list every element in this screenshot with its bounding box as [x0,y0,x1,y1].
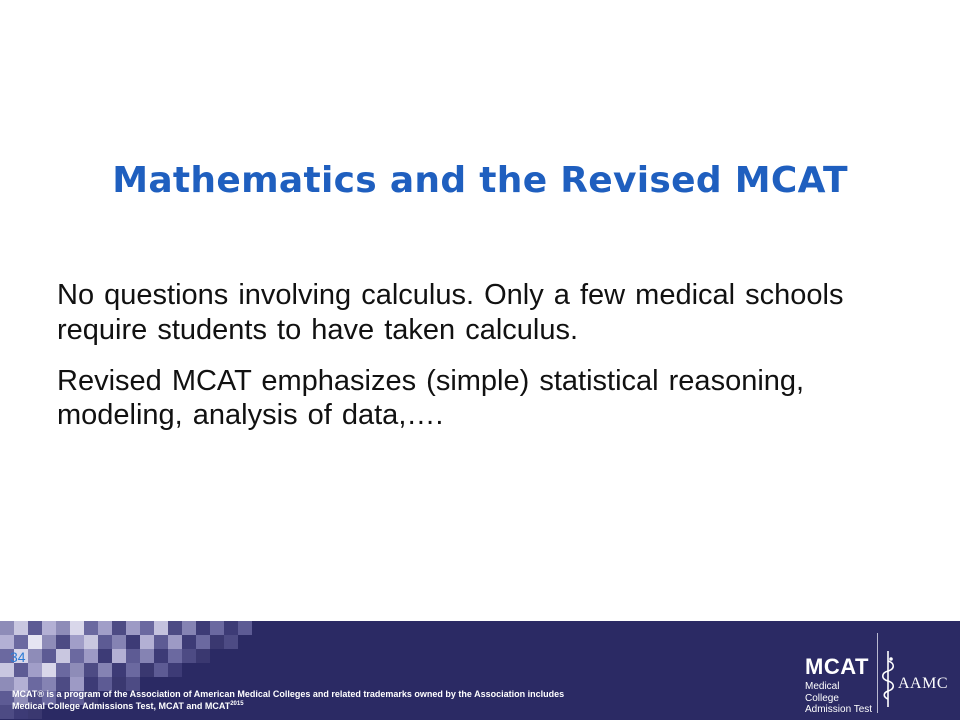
disclaimer-line-1: MCAT® is a program of the Association of American Medical Colleges and related trademarks owned by the Association includes [12,689,565,699]
mcat-logo-subtitle-2: Admission Test [805,704,873,715]
aamc-logo [880,641,958,713]
body-paragraph-statistics: Revised MCAT emphasizes (simple) statistical reasoning, modeling, analysis of data,…. [57,364,805,432]
caduceus-icon [880,649,900,709]
aamc-logo-word: AAMC [898,675,949,692]
disclaimer-line-2 [12,700,564,712]
trademark-disclaimer [12,688,564,712]
slide-body [57,278,857,449]
slide-title: Mathematics and the Revised MCAT [112,160,848,201]
logo-divider [877,633,878,713]
page-number: 34 [10,649,26,665]
footer-bar [0,621,960,720]
body-paragraph-calculus: No questions involving calculus. Only a few medical schools require students to have taken calculus. [57,279,844,346]
mcat-logo-subtitle-1: Medical College [805,681,840,704]
mcat-logo [805,656,875,716]
disclaimer-line-2-text: Medical College Admissions Test, MCAT and MCAT [12,701,231,712]
mcat-logo-word: MCAT [805,654,869,679]
disclaimer-superscript: 2015 [230,701,244,708]
